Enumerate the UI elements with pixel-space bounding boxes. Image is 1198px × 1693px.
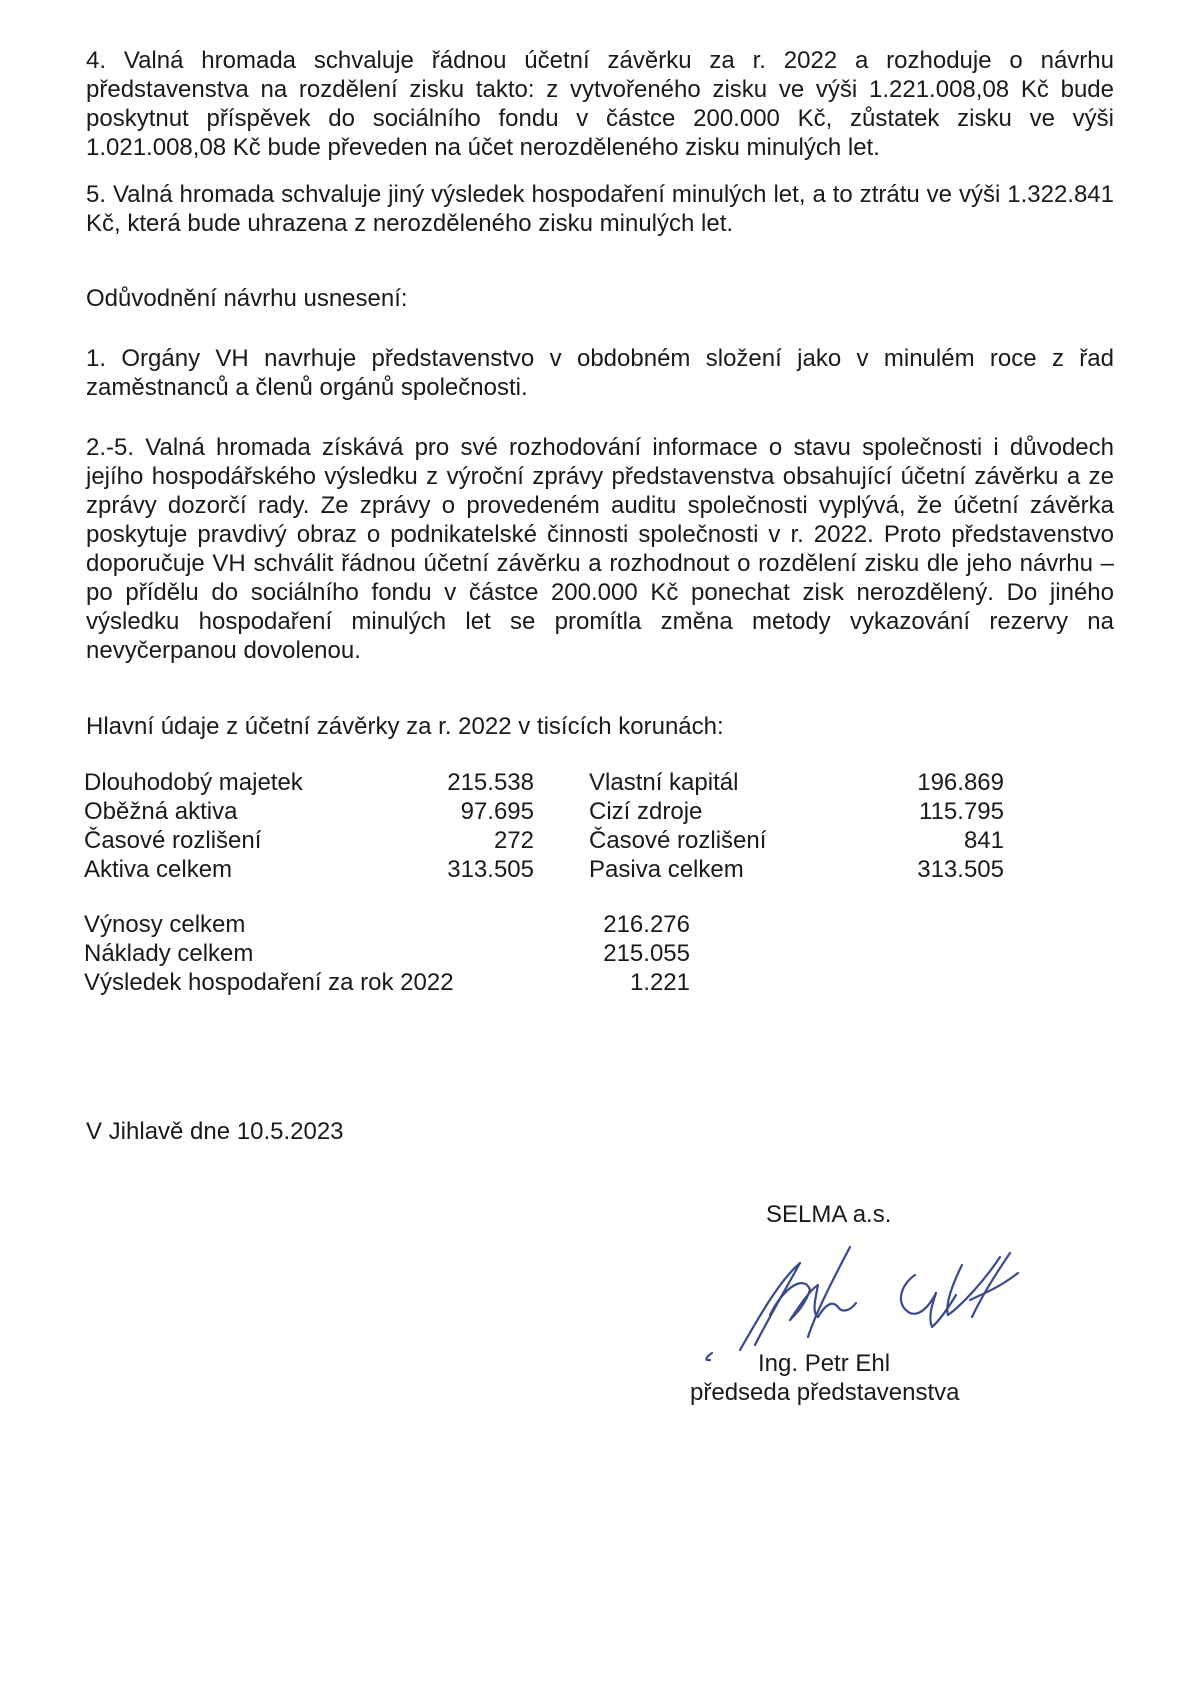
- income-value: 215.055: [603, 940, 690, 967]
- income-label: Náklady celkem: [84, 940, 254, 967]
- liability-value: 841: [963, 827, 1004, 854]
- asset-value: 215.538: [447, 769, 534, 796]
- liability-value: 196.869: [917, 769, 1004, 796]
- justification-heading: Odůvodnění návrhu usnesení:: [86, 285, 408, 312]
- liability-label: Vlastní kapitál: [589, 769, 739, 796]
- resolution-point-5: 5. Valná hromada schvaluje jiný výsledek hospodaření minulých let, a to ztrátu ve výši 1.322.841 Kč, která bude uhrazena z nerozděleného zisku minulých let.: [86, 181, 1114, 237]
- justification-points-2-5: 2.-5. Valná hromada získává pro své rozhodování informace o stavu společnosti i důvodech jejího hospodářského výsledku z výroční zprávy představenstva obsahující účetní závěrku a ze zprávy dozorčí rady. Ze zprávy o provedeném auditu společnosti vyplývá, že účetní závěrka poskytuje pravdivý obraz o podnikatelské činnosti společnosti v r. 2022. Proto představenstvo doporučuje VH schválit řádnou účetní závěrku a rozhodnout o rozdělení zisku dle jeho návrhu – po přídělu do sociálního fondu v částce 200.000 Kč ponechat zisk nerozdělený. Do jiného výsledku hospodaření minulých let se promítla změna metody vykazování rezervy na nevyčerpanou dovolenou.: [86, 434, 1114, 664]
- asset-value: 313.505: [447, 856, 534, 883]
- asset-label: Oběžná aktiva: [84, 798, 238, 825]
- liability-label: Pasiva celkem: [589, 856, 744, 883]
- liability-value: 313.505: [917, 856, 1004, 883]
- income-value: 216.276: [603, 911, 690, 938]
- income-label: Výsledek hospodaření za rok 2022: [84, 969, 454, 996]
- signer-role: předseda představenstva: [690, 1379, 960, 1406]
- resolution-point-4: 4. Valná hromada schvaluje řádnou účetní závěrku za r. 2022 a rozhoduje o návrhu představenstva na rozdělení zisku takto: z vytvořeného zisku ve výši 1.221.008,08 Kč bude poskytnut příspěvek do sociálního fondu v částce 200.000 Kč, zůstatek zisku ve výši 1.021.008,08 Kč bude převeden na účet nerozděleného zisku minulých let.: [86, 47, 1114, 161]
- signer-name: Ing. Petr Ehl: [758, 1350, 891, 1377]
- income-value: 1.221: [629, 969, 690, 996]
- handwritten-signature-icon: [700, 1245, 1040, 1365]
- company-name: SELMA a.s.: [766, 1201, 892, 1228]
- asset-label: Dlouhodobý majetek: [84, 769, 303, 796]
- liability-label: Časové rozlišení: [589, 827, 767, 854]
- asset-value: 272: [493, 827, 534, 854]
- justification-point-1: 1. Orgány VH navrhuje představenstvo v obdobném složení jako v minulém roce z řad zaměstnanců a členů orgánů společnosti.: [86, 345, 1114, 401]
- asset-value: 97.695: [460, 798, 534, 825]
- liability-label: Cizí zdroje: [589, 798, 703, 825]
- asset-label: Aktiva celkem: [84, 856, 233, 883]
- liability-value: 115.795: [919, 798, 1004, 825]
- financials-heading: Hlavní údaje z účetní závěrky za r. 2022 v tisících korunách:: [86, 713, 724, 740]
- asset-label: Časové rozlišení: [84, 827, 262, 854]
- place-and-date: V Jihlavě dne 10.5.2023: [86, 1118, 344, 1145]
- income-label: Výnosy celkem: [84, 911, 246, 938]
